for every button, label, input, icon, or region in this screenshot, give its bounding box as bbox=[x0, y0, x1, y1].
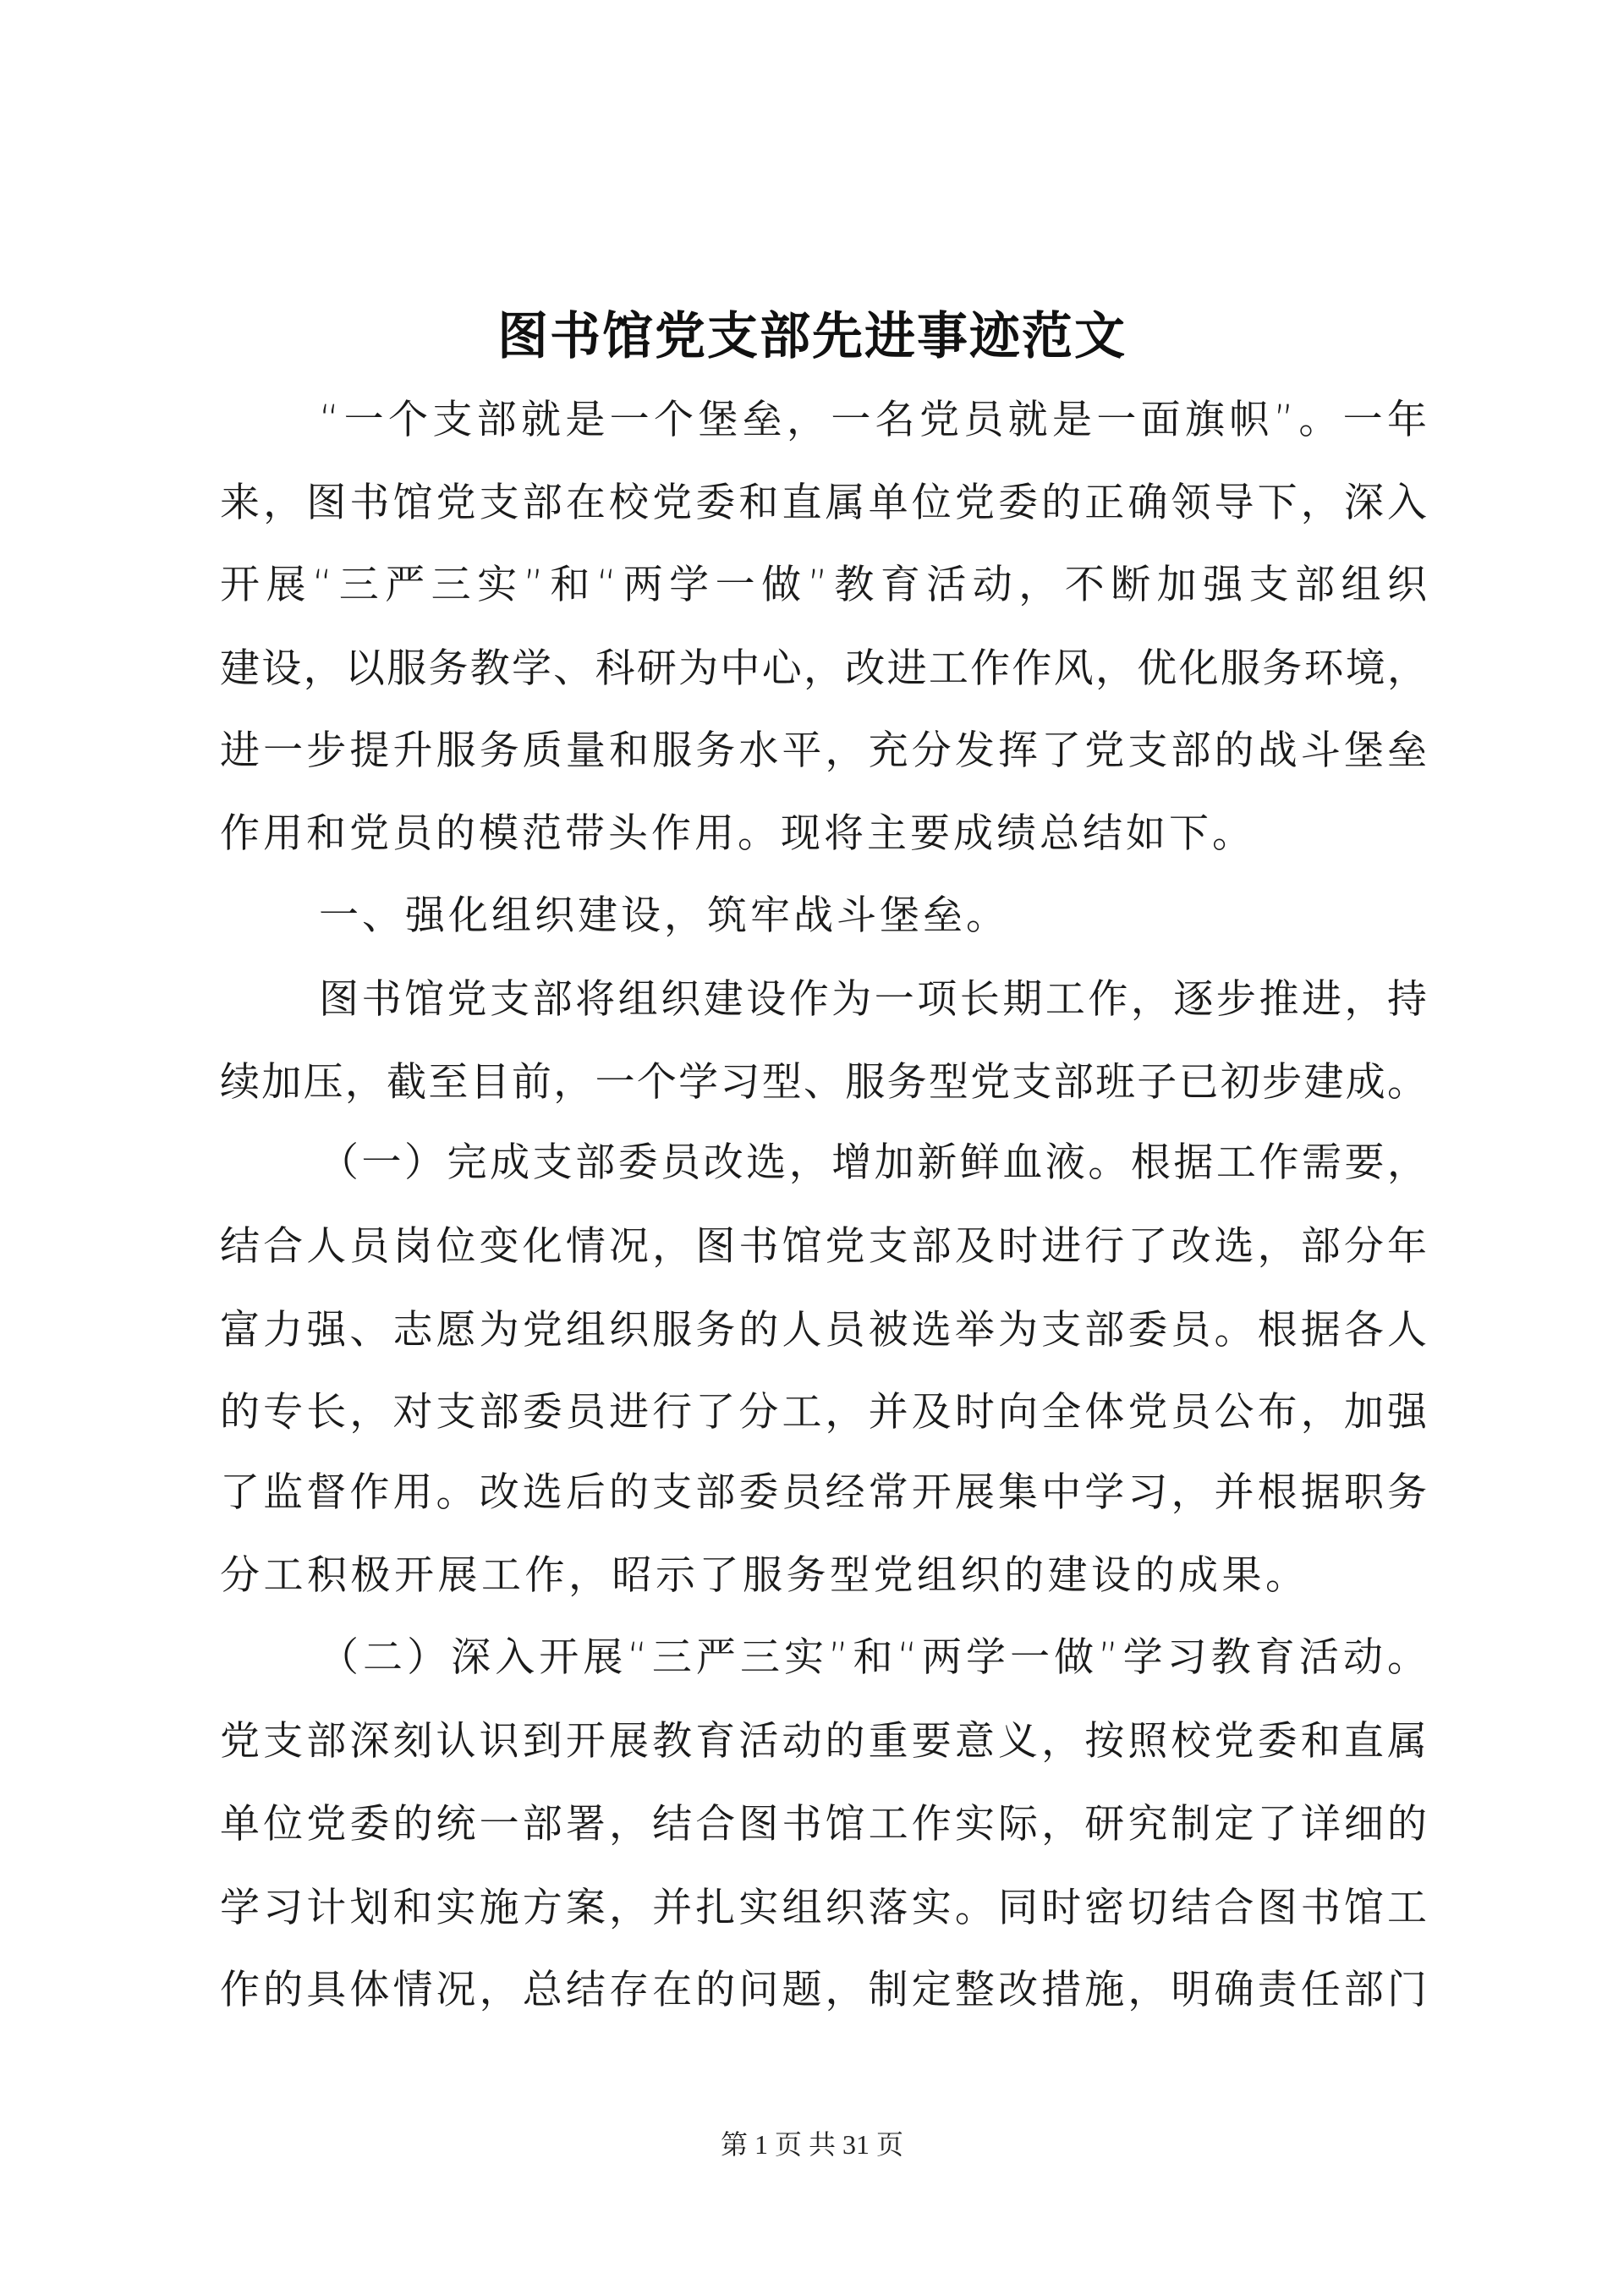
paragraph-line: 开展“三严三实”和“两学一做”教育活动，不断加强支部组织 bbox=[220, 562, 1427, 608]
paragraph-line: 党支部深刻认识到开展教育活动的重要意义，按照校党委和直属 bbox=[220, 1718, 1427, 1765]
paragraph-line: 来，图书馆党支部在校党委和直属单位党委的正确领导下，深入 bbox=[220, 480, 1427, 526]
paragraph-line: 作的具体情况，总结存在的问题，制定整改措施，明确责任部门 bbox=[220, 1967, 1427, 2013]
paragraph-line: （二）深入开展“三严三实”和“两学一做”学习教育活动。 bbox=[319, 1634, 1427, 1681]
page-number-footer: 第 1 页 共 31 页 bbox=[720, 2129, 903, 2160]
paragraph-line: 分工积极开展工作，昭示了服务型党组织的建设的成果。 bbox=[220, 1552, 1309, 1599]
paragraph-line: 了监督作用。改选后的支部委员经常开展集中学习，并根据职务 bbox=[220, 1469, 1427, 1516]
paragraph-line: 作用和党员的模范带头作用。现将主要成绩总结如下。 bbox=[220, 810, 1255, 857]
paragraph-line: 图书馆党支部将组织建设作为一项长期工作，逐步推进，持 bbox=[319, 976, 1427, 1023]
paragraph-line: 结合人员岗位变化情况，图书馆党支部及时进行了改选，部分年 bbox=[220, 1223, 1427, 1270]
paragraph-line: 学习计划和实施方案，并扎实组织落实。同时密切结合图书馆工 bbox=[220, 1885, 1427, 1931]
paragraph-line: 进一步提升服务质量和服务水平，充分发挥了党支部的战斗堡垒 bbox=[220, 727, 1427, 774]
paragraph-line: 单位党委的统一部署，结合图书馆工作实际，研究制定了详细的 bbox=[220, 1801, 1427, 1848]
section-heading: 一、强化组织建设，筑牢战斗堡垒。 bbox=[319, 892, 1009, 939]
paragraph-line: “一个支部就是一个堡垒，一名党员就是一面旗帜”。一年 bbox=[319, 397, 1427, 443]
paragraph-line: 的专长，对支部委员进行了分工，并及时向全体党员公布，加强 bbox=[220, 1389, 1427, 1436]
document-title: 图书馆党支部先进事迹范文 bbox=[497, 307, 1127, 366]
paragraph-line: （一）完成支部委员改选，增加新鲜血液。根据工作需要， bbox=[319, 1139, 1427, 1186]
paragraph-line: 富力强、志愿为党组织服务的人员被选举为支部委员。根据各人 bbox=[220, 1307, 1427, 1353]
paragraph-line: 建设，以服务教学、科研为中心，改进工作作风，优化服务环境， bbox=[220, 645, 1427, 692]
paragraph-line: 续加压，截至目前，一个学习型、服务型党支部班子已初步建成。 bbox=[220, 1059, 1427, 1106]
